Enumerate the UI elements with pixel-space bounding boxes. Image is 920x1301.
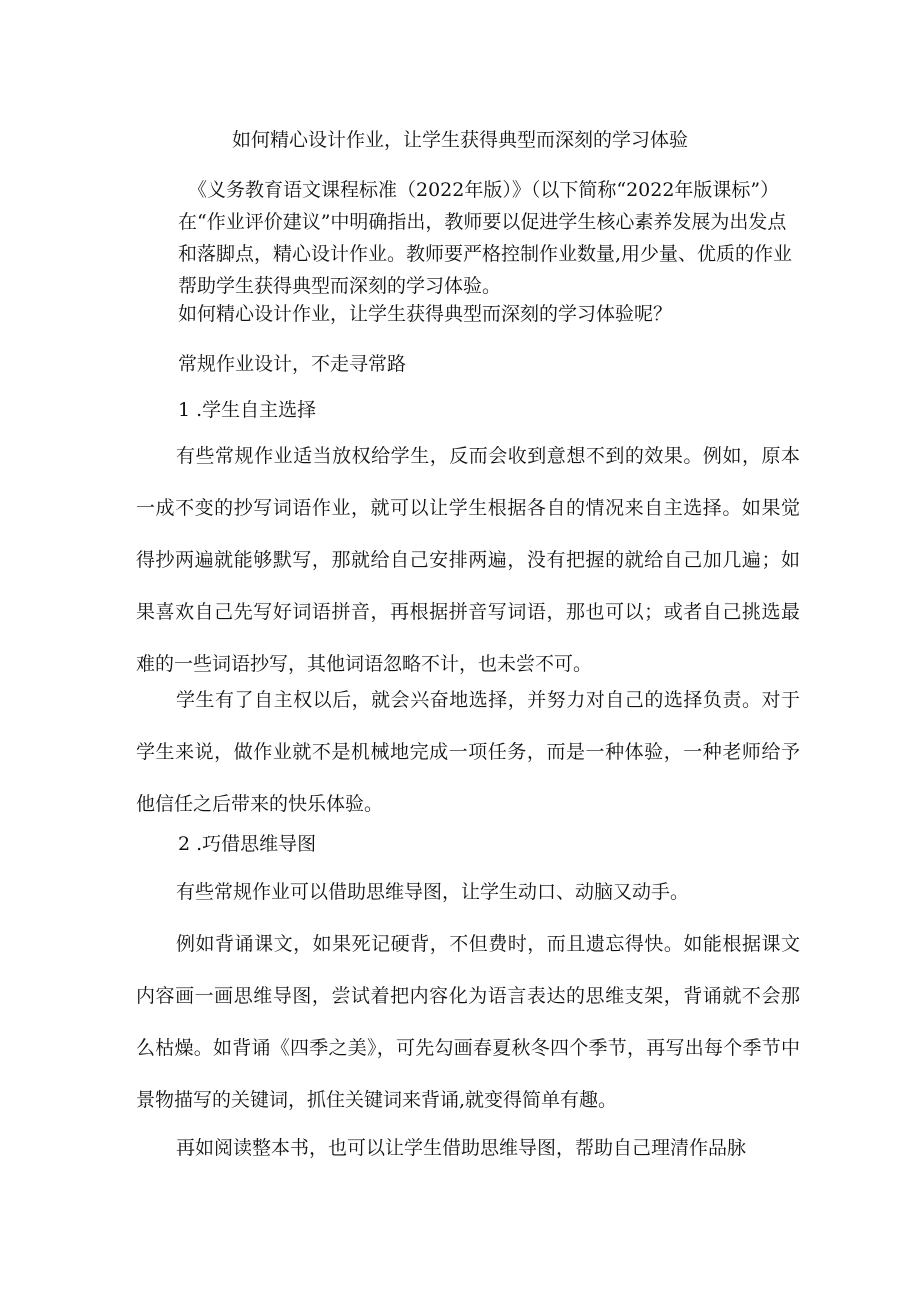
item2-paragraph-3: 再如阅读整本书，也可以让学生借助思维导图，帮助自己理清作品脉 (176, 1137, 747, 1159)
intro-paragraph: 《义务教育语文课程标准（2022年版）》（以下简称“2022年版课标”）在“作业评价建议”中明确指出，教师要以促进学生核心素养发展为出发点和落脚点，精心设计作业。教师要严格控制作业数量,用少量、优质的作业帮助学生获得典型而深刻的学习体验。 (178, 179, 793, 297)
item1-paragraph-1: 有些常规作业适当放权给学生，反而会收到意想不到的效果。例如，原本一成不变的抄写词语作业，就可以让学生根据各自的情况来自主选择。如果觉得抄两遍就能够默写，那就给自己安排两遍，没有把握的就给自己加几遍；如果喜欢自己先写好词语拼音，再根据拼音写词语，那也可以；或者自己挑选最难的一些词语抄写，其他词语忽略不计，也未尝不可。 (136, 445, 800, 675)
item1-heading: 1 .学生自主选择 (178, 399, 317, 421)
item1-paragraph-2: 学生有了自主权以后，就会兴奋地选择，并努力对自己的选择负责。对于学生来说，做作业就不是机械地完成一项任务，而是一种体验，一种老师给予他信任之后带来的快乐体验。 (136, 689, 800, 815)
item2-paragraph-1: 有些常规作业可以借助思维导图，让学生动口、动脑又动手。 (176, 881, 690, 903)
item2-heading: 2 .巧借思维导图 (178, 833, 317, 855)
question-line: 如何精心设计作业，让学生获得典型而深刻的学习体验呢？ (178, 303, 673, 325)
document-title: 如何精心设计作业，让学生获得典型而深刻的学习体验 (231, 129, 688, 151)
item2-paragraph-2: 例如背诵课文，如果死记硬背，不但费时，而且遗忘得快。如能根据课文内容画一画思维导图，尝试着把内容化为语言表达的思维支架，背诵就不会那么枯燥。如背诵《四季之美》，可先勾画春夏秋冬四个季节，再写出每个季节中景物描写的关键词，抓住关键词来背诵,就变得简单有趣。 (136, 933, 800, 1111)
section-heading: 常规作业设计，不走寻常路 (178, 353, 407, 375)
